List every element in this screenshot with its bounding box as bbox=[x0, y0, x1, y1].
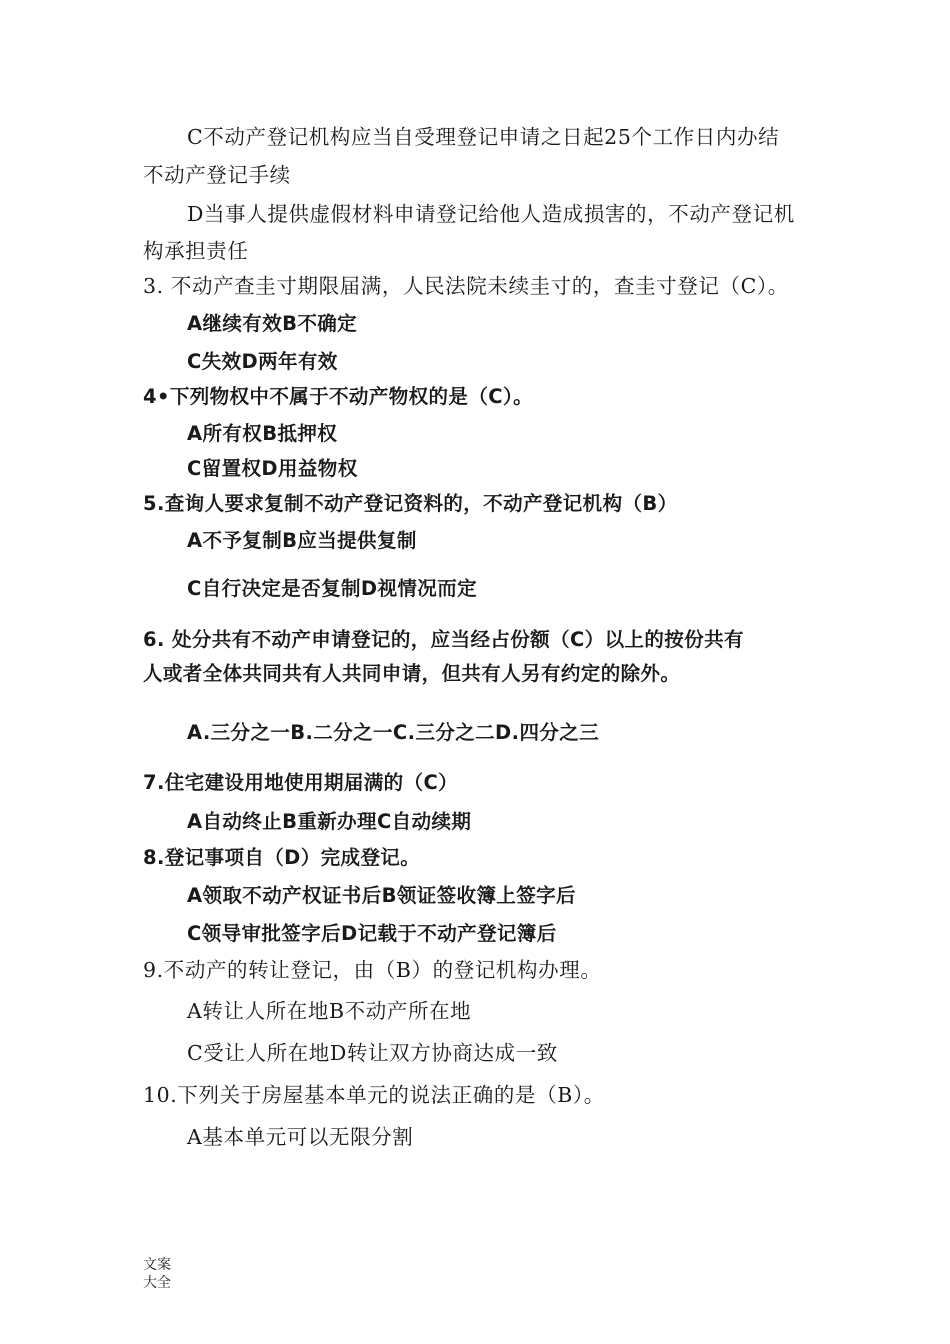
option-line: C领导审批签字后D记载于不动产登记簿后 bbox=[187, 922, 557, 945]
option-line: A基本单元可以无限分割 bbox=[187, 1125, 414, 1149]
option-line: C自行决定是否复制D视情况而定 bbox=[187, 577, 477, 600]
footer-label bbox=[143, 1256, 171, 1292]
question-4: 4•下列物权中不属于不动产物权的是（C）。 bbox=[143, 385, 533, 408]
text-line: 人或者全体共同共有人共同申请，但共有人另有约定的除外。 bbox=[143, 662, 681, 685]
text-line: 不动产登记手续 bbox=[143, 163, 291, 187]
option-line: A所有权B抵押权 bbox=[187, 422, 338, 445]
question-10: 10.下列关于房屋基本单元的说法正确的是（B）。 bbox=[143, 1083, 605, 1107]
question-6: 6. 处分共有不动产申请登记的，应当经占份额（C）以上的按份共有 bbox=[143, 628, 744, 651]
text-line: 构承担责任 bbox=[143, 239, 249, 263]
option-line: C留置权D用益物权 bbox=[187, 457, 358, 480]
text-line: D当事人提供虚假材料申请登记给他人造成损害的，不动产登记机 bbox=[187, 202, 795, 226]
option-line: A继续有效B不确定 bbox=[187, 312, 358, 335]
text-line: C不动产登记机构应当自受理登记申请之日起25个工作日内办结 bbox=[187, 125, 780, 149]
option-line: A不予复制B应当提供复制 bbox=[187, 529, 417, 552]
question-3: 3. 不动产查圭寸期限届满，人民法院未续圭寸的，查圭寸登记（C）。 bbox=[143, 274, 789, 298]
option-line: A转让人所在地B不动产所在地 bbox=[187, 999, 472, 1023]
option-line: A自动终止B重新办理C自动续期 bbox=[187, 810, 472, 833]
option-line: C受让人所在地D转让双方协商达成一致 bbox=[187, 1041, 558, 1065]
question-8: 8.登记事项自（D）完成登记。 bbox=[143, 846, 421, 869]
option-line: A.三分之一B.二分之一C.三分之二D.四分之三 bbox=[187, 721, 600, 744]
question-5: 5.查询人要求复制不动产登记资料的，不动产登记机构（B） bbox=[143, 492, 678, 515]
option-line: A领取不动产权证书后B领证签收簿上签字后 bbox=[187, 884, 576, 907]
question-7: 7.住宅建设用地使用期届满的（C） bbox=[143, 771, 459, 794]
question-9: 9.不动产的转让登记，由（B）的登记机构办理。 bbox=[143, 958, 602, 982]
footer-line: 文案 bbox=[143, 1257, 171, 1273]
option-line: C失效D两年有效 bbox=[187, 350, 338, 373]
footer-line: 大全 bbox=[143, 1275, 171, 1291]
